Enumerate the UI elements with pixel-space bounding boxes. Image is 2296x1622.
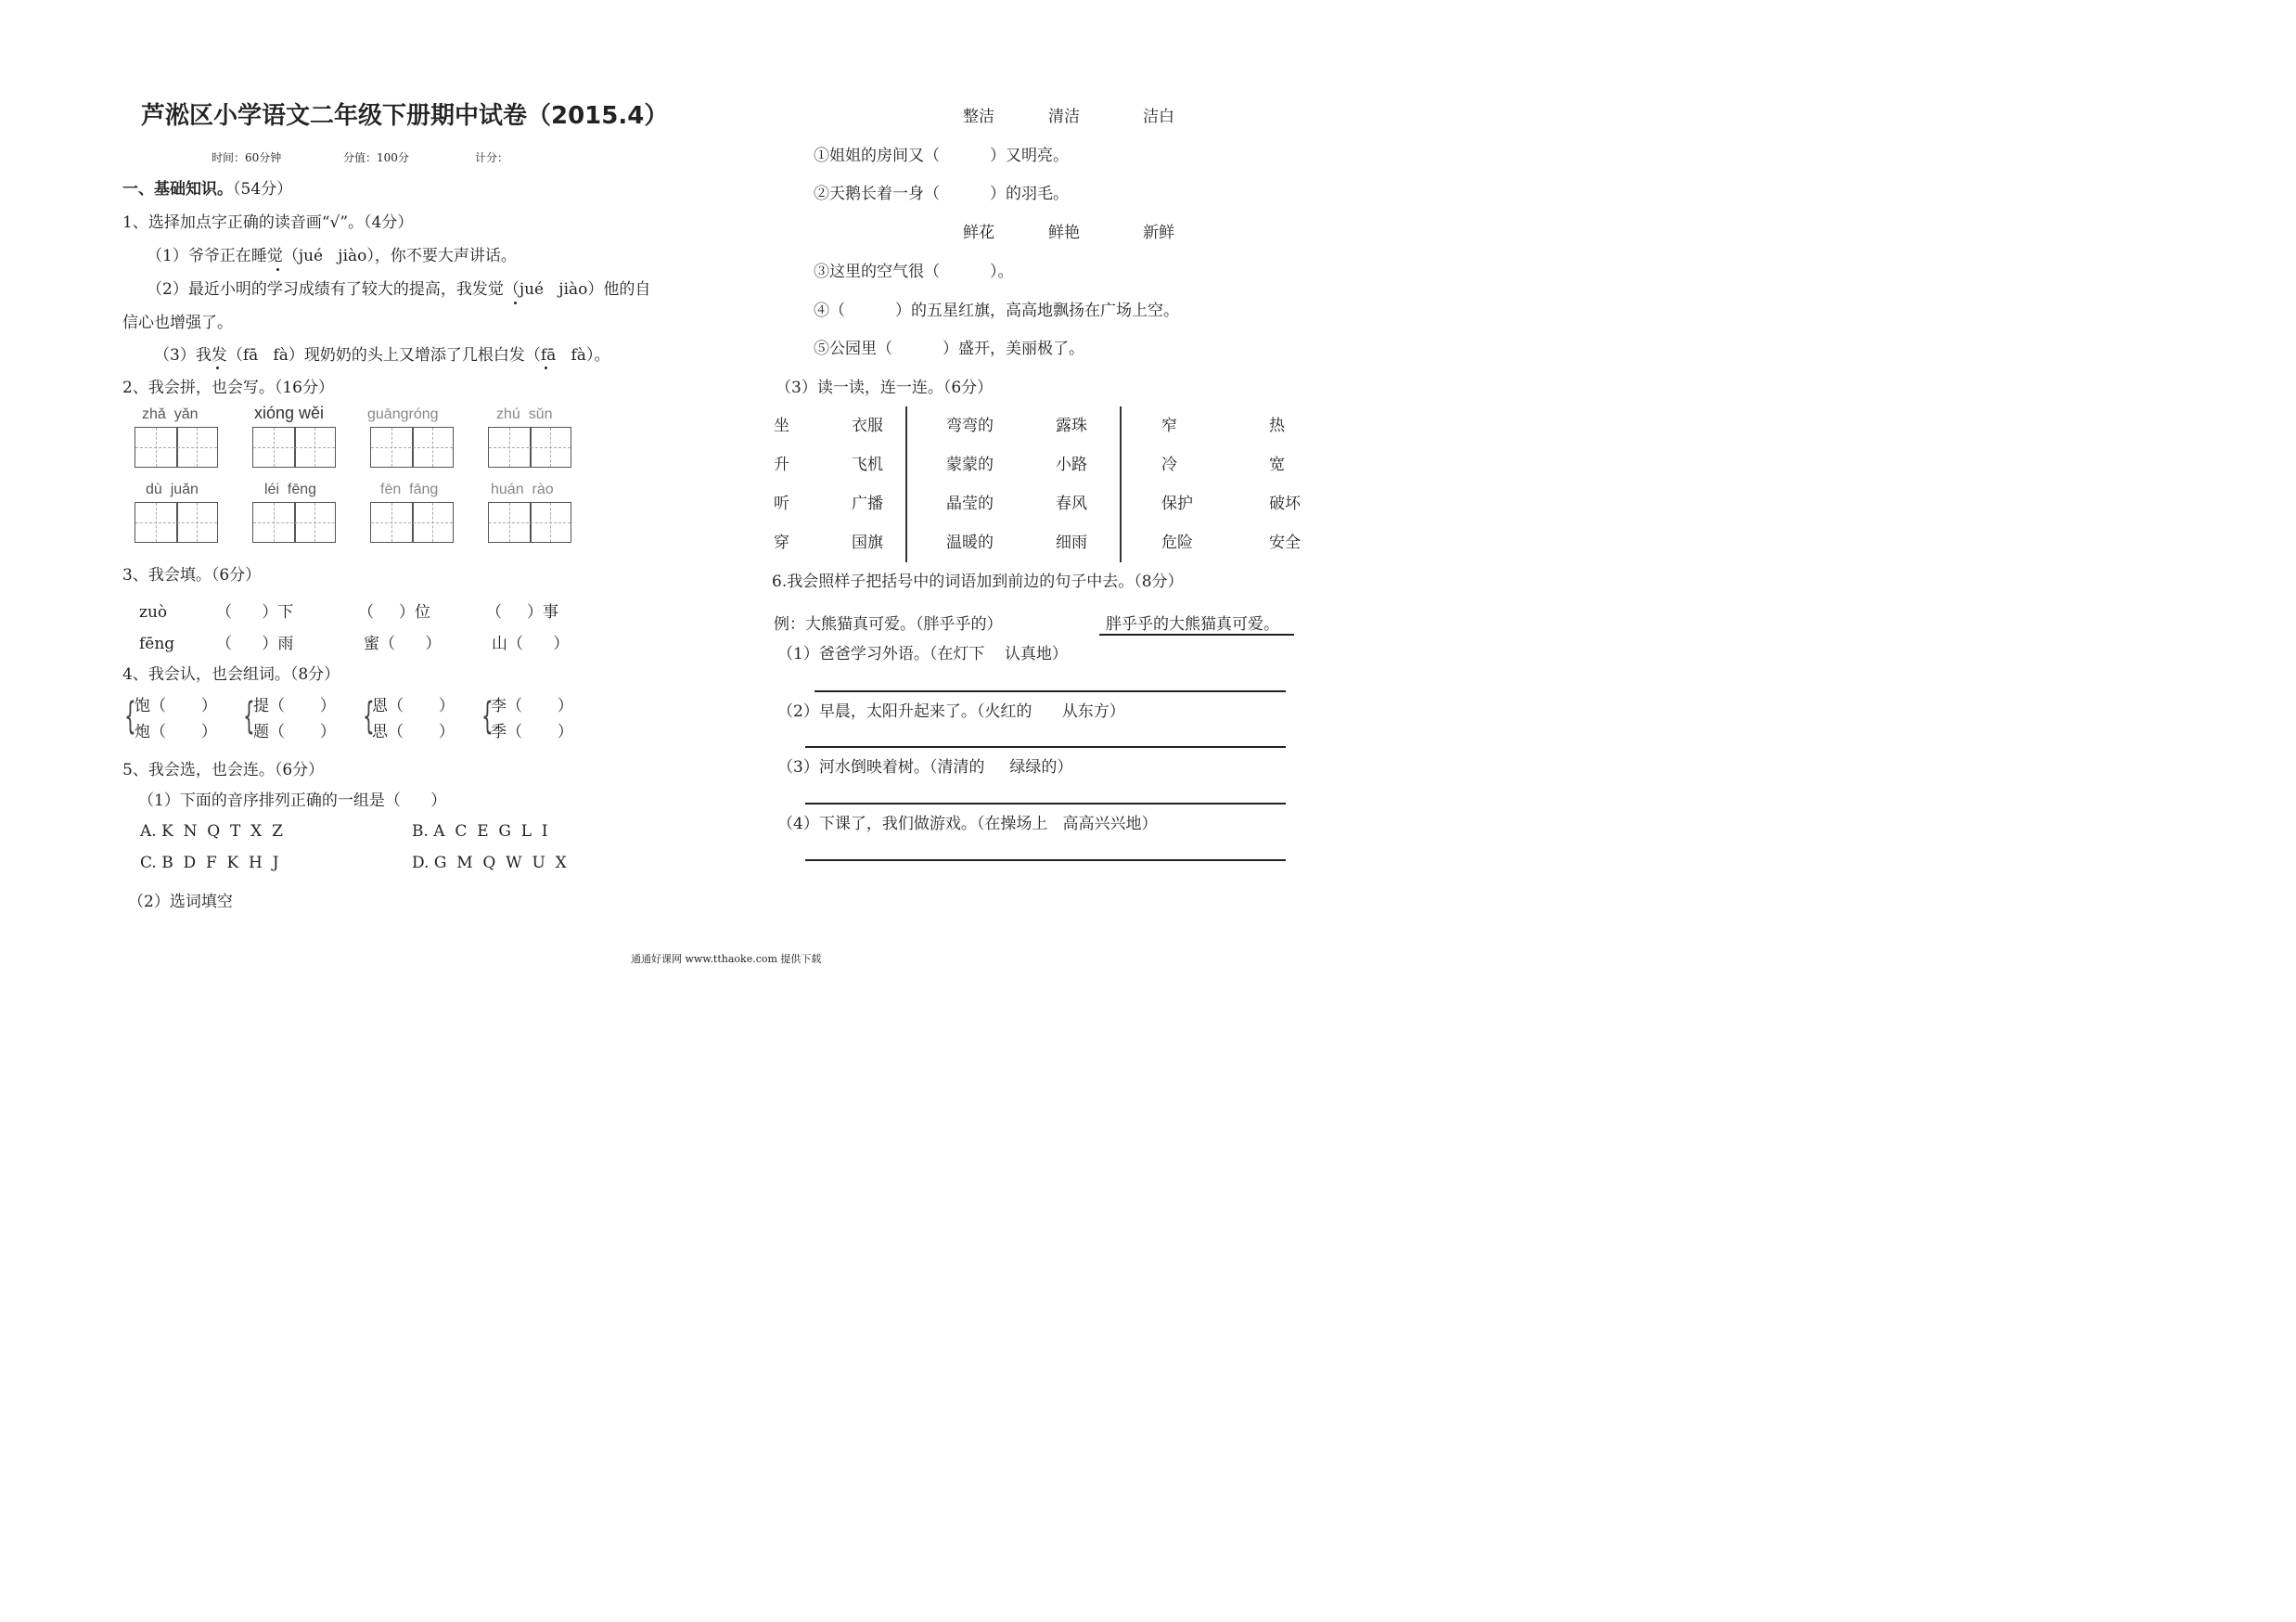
emphasis-dot xyxy=(216,367,219,369)
question-5-label: 5、我会选，也会连。（6分） xyxy=(122,761,325,779)
question-1-label: 1、选择加点字正确的读音画“√”。（4分） xyxy=(122,213,414,232)
question-3-label: 3、我会填。（6分） xyxy=(122,566,262,585)
page-title: 芦淞区小学语文二年级下册期中试卷（2015.4） xyxy=(141,102,669,130)
word-choice: 洁白 xyxy=(1143,108,1174,126)
rewrite-prompt: （2）早晨，太阳升起来了。（火红的 从东方） xyxy=(777,702,1125,721)
option-c[interactable]: C. B D F K H J xyxy=(140,854,279,872)
brace-icon: { xyxy=(124,695,136,738)
match-item[interactable]: 保护 xyxy=(1161,495,1193,513)
fill-sentence[interactable]: ③这里的空气很（ ）。 xyxy=(814,263,1014,281)
pinyin-label: zhǎ yǎn xyxy=(142,406,199,422)
match-item[interactable]: 升 xyxy=(774,456,789,474)
rewrite-prompt: （3）河水倒映着树。（清清的 绿绿的） xyxy=(777,758,1073,777)
emphasis-dot xyxy=(276,268,279,271)
word-choice: 整洁 xyxy=(963,108,994,126)
question-5-sub1: （1）下面的音序排列正确的一组是（ ） xyxy=(138,792,447,810)
match-item[interactable]: 衣服 xyxy=(852,417,883,435)
fill-blank[interactable]: （ ）下 xyxy=(216,603,294,622)
writing-grid[interactable] xyxy=(370,427,454,468)
brace-icon: { xyxy=(363,695,375,738)
writing-grid[interactable] xyxy=(135,502,218,543)
match-item[interactable]: 小路 xyxy=(1056,456,1087,474)
match-item[interactable]: 晶莹的 xyxy=(946,495,994,513)
answer-line[interactable] xyxy=(805,746,1286,748)
answer-line[interactable] xyxy=(805,859,1286,861)
example-answer: 胖乎乎的大熊猫真可爱。 xyxy=(1106,615,1279,634)
fill-sentence[interactable]: ②天鹅长着一身（ ）的羽毛。 xyxy=(814,185,1070,203)
writing-grid[interactable] xyxy=(252,502,336,543)
exam-score: 分值：100分 xyxy=(343,151,409,164)
word-blank[interactable]: 李（ ） xyxy=(491,697,573,715)
footer-source: 通通好课网 www.tthaoke.com 提供下载 xyxy=(631,953,822,965)
answer-line[interactable] xyxy=(815,690,1286,692)
match-item[interactable]: 热 xyxy=(1269,417,1285,435)
emphasis-dot xyxy=(514,302,517,304)
fill-blank[interactable]: （ ）事 xyxy=(486,603,559,622)
question-1-item: （1）爷爷正在睡觉（jué jiào），你不要大声讲话。 xyxy=(147,247,517,265)
question-5-sub3: （3）读一读，连一连。（6分） xyxy=(776,379,994,397)
match-item[interactable]: 国旗 xyxy=(852,534,883,552)
exam-tally: 计分： xyxy=(475,151,509,164)
question-6-label: 6.我会照样子把括号中的词语加到前边的句子中去。（8分） xyxy=(772,573,1184,591)
writing-grid[interactable] xyxy=(370,502,454,543)
word-blank[interactable]: 题（ ） xyxy=(253,723,336,741)
question-1-item: （2）最近小明的学习成绩有了较大的提高，我发觉（jué jiào）他的自 xyxy=(147,280,651,299)
match-item[interactable]: 听 xyxy=(774,495,789,513)
match-item[interactable]: 广播 xyxy=(852,495,883,513)
fill-pinyin: zuò xyxy=(139,603,168,622)
exam-time: 时间：60分钟 xyxy=(212,151,282,164)
word-choice: 清洁 xyxy=(1048,108,1080,126)
question-4-label: 4、我会认，也会组词。（8分） xyxy=(122,665,340,684)
rewrite-prompt: （4）下课了，我们做游戏。（在操场上 高高兴兴地） xyxy=(777,815,1158,833)
pinyin-label: dù juǎn xyxy=(146,482,199,497)
section-heading: 一、基础知识。（54分） xyxy=(122,180,293,199)
fill-blank[interactable]: 山（ ） xyxy=(492,635,570,653)
match-item[interactable]: 宽 xyxy=(1269,456,1285,474)
word-blank[interactable]: 恩（ ） xyxy=(372,697,455,715)
question-1-item: （3）我发（fā fà）现奶奶的头上又增添了几根白发（fā fà）。 xyxy=(154,346,610,365)
pinyin-label: guāngróng xyxy=(367,406,439,422)
emphasis-dot xyxy=(545,367,547,369)
fill-pinyin: fēng xyxy=(139,635,175,653)
match-item[interactable]: 春风 xyxy=(1056,495,1087,513)
pinyin-label: huán rào xyxy=(491,482,554,497)
match-item[interactable]: 危险 xyxy=(1161,534,1193,552)
fill-sentence[interactable]: ⑤公园里（ ）盛开，美丽极了。 xyxy=(814,340,1085,358)
word-choice: 新鲜 xyxy=(1143,224,1174,242)
question-5-sub2: （2）选词填空 xyxy=(128,893,233,911)
brace-icon: { xyxy=(243,695,255,738)
fill-sentence[interactable]: ①姐姐的房间又（ ）又明亮。 xyxy=(814,147,1070,165)
match-item[interactable]: 坐 xyxy=(774,417,789,435)
pinyin-label: zhú sǔn xyxy=(496,406,553,422)
fill-sentence[interactable]: ④（ ）的五星红旗，高高地飘扬在广场上空。 xyxy=(814,302,1180,320)
match-item[interactable]: 窄 xyxy=(1161,417,1177,435)
word-choice: 鲜艳 xyxy=(1048,224,1080,242)
fill-blank[interactable]: （ ）位 xyxy=(358,603,431,622)
word-blank[interactable]: 炮（ ） xyxy=(135,723,217,741)
example-underline xyxy=(1099,634,1294,636)
match-item[interactable]: 温暖的 xyxy=(946,534,994,552)
option-a[interactable]: A. K N Q T X Z xyxy=(140,822,283,841)
word-blank[interactable]: 饱（ ） xyxy=(135,697,217,715)
writing-grid[interactable] xyxy=(135,427,218,468)
pinyin-label: xióng wěi xyxy=(254,404,325,422)
word-blank[interactable]: 提（ ） xyxy=(253,697,336,715)
pinyin-label: fēn fāng xyxy=(380,482,439,497)
fill-blank[interactable]: （ ）雨 xyxy=(216,635,294,653)
word-choice: 鲜花 xyxy=(963,224,994,242)
writing-grid[interactable] xyxy=(488,502,571,543)
answer-line[interactable] xyxy=(805,803,1286,805)
writing-grid[interactable] xyxy=(252,427,336,468)
match-item[interactable]: 冷 xyxy=(1161,456,1177,474)
pinyin-label: léi fēng xyxy=(264,482,317,497)
writing-grid[interactable] xyxy=(488,427,571,468)
rewrite-prompt: （1）爸爸学习外语。（在灯下 认真地） xyxy=(777,645,1068,663)
option-d[interactable]: D. G M Q W U X xyxy=(412,854,567,872)
match-item[interactable]: 安全 xyxy=(1269,534,1301,552)
match-item[interactable]: 破坏 xyxy=(1269,495,1301,513)
match-item[interactable]: 露珠 xyxy=(1056,417,1087,435)
divider xyxy=(1120,406,1122,562)
word-blank[interactable]: 季（ ） xyxy=(491,723,573,741)
question-2-label: 2、我会拼，也会写。（16分） xyxy=(122,379,334,397)
example-sentence: 例：大熊猫真可爱。（胖乎乎的） xyxy=(774,615,1003,634)
fill-blank[interactable]: 蜜（ ） xyxy=(364,635,442,653)
brace-icon: { xyxy=(481,695,494,738)
match-item[interactable]: 飞机 xyxy=(852,456,883,474)
match-item[interactable]: 穿 xyxy=(774,534,789,552)
match-item[interactable]: 蒙蒙的 xyxy=(946,456,994,474)
option-b[interactable]: B. A C E G L I xyxy=(412,822,548,841)
divider xyxy=(905,406,907,562)
question-1-item: 信心也增强了。 xyxy=(122,314,233,332)
match-item[interactable]: 弯弯的 xyxy=(946,417,994,435)
match-item[interactable]: 细雨 xyxy=(1056,534,1087,552)
word-blank[interactable]: 思（ ） xyxy=(372,723,455,741)
